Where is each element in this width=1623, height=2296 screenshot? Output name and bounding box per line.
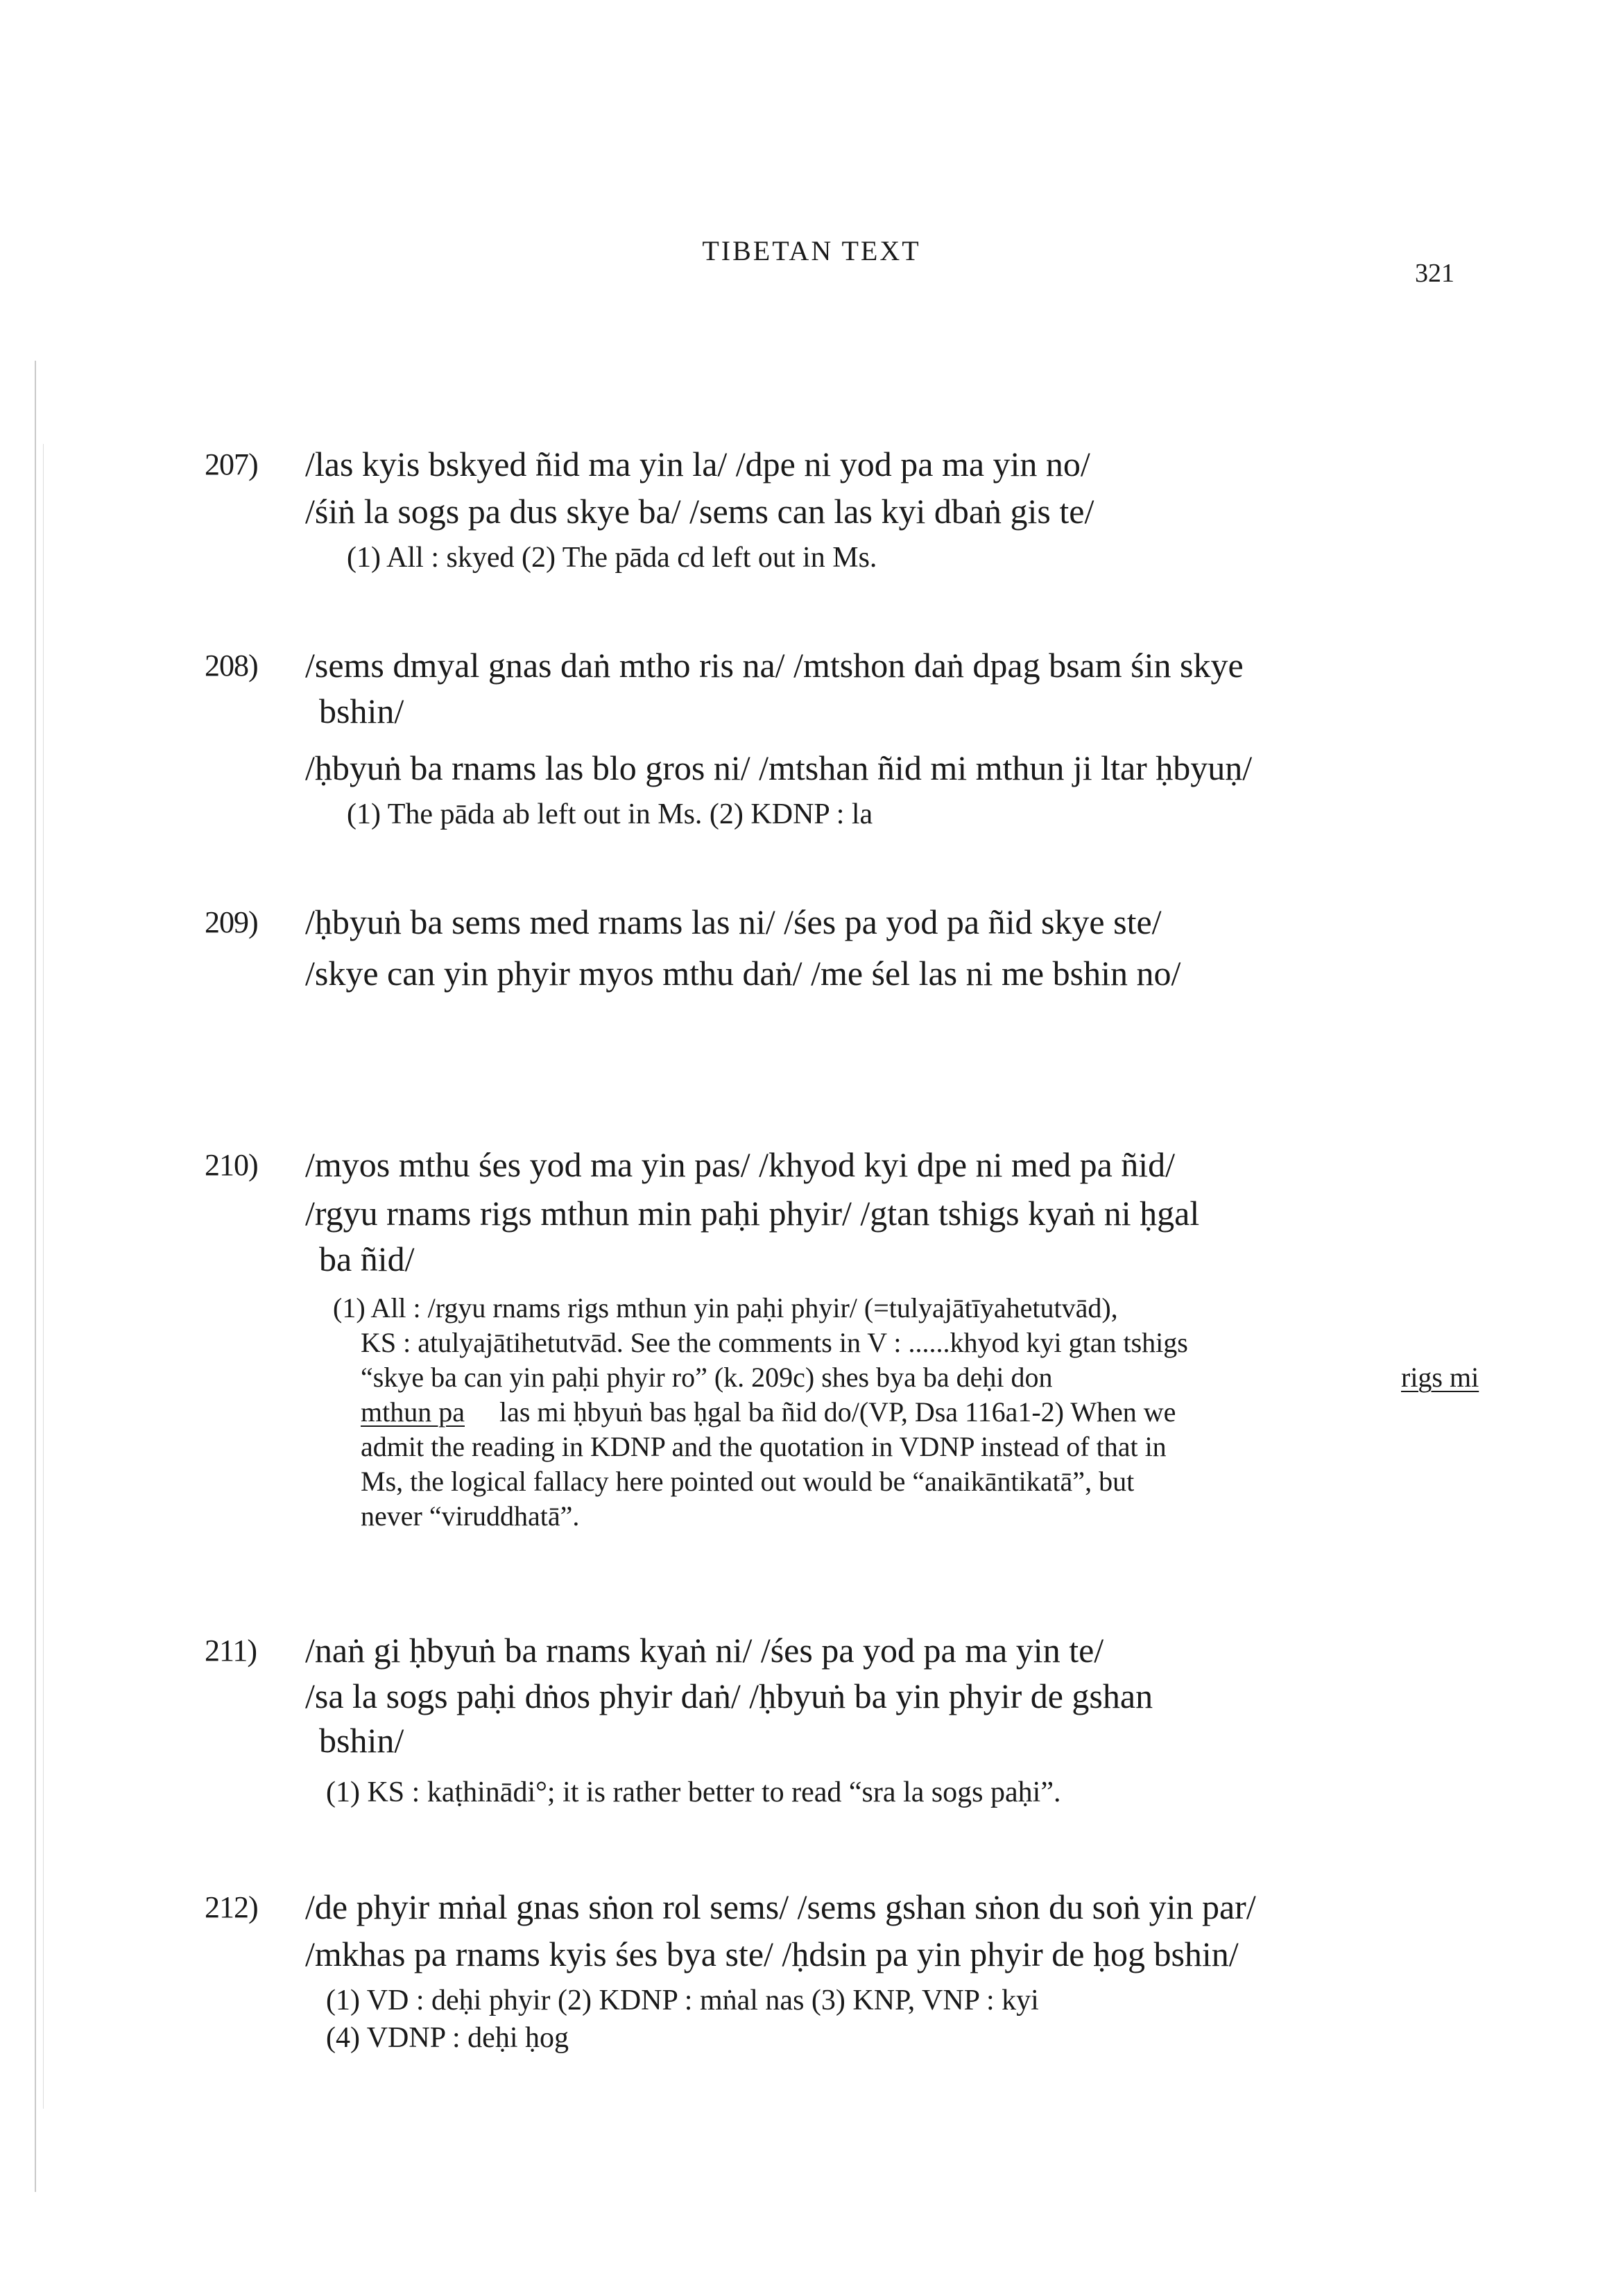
verse-line: /ḥbyuṅ ba rnams las blo gros ni/ /mtshan ñid mi mthun ji ltar ḥbyuṇ/ xyxy=(305,748,1253,787)
verse-number: 209) xyxy=(205,905,258,939)
verse-line: /skye can yin phyir myos mthu daṅ/ /me śel las ni me bshin no/ xyxy=(305,954,1181,993)
footnote: “skye ba can yin paḥi phyir ro” (k. 209c) shes bya ba deḥi don xyxy=(361,1362,1053,1393)
verse-line: /śiṅ la sogs pa dus skye ba/ /sems can las kyi dbaṅ gis te/ xyxy=(305,492,1094,531)
verse-line: /de phyir mṅal gnas sṅon rol sems/ /sems gshan sṅon du soṅ yin par/ xyxy=(305,1887,1256,1926)
verse-line: bshin/ xyxy=(319,692,404,730)
verse-number: 208) xyxy=(205,649,258,683)
footnote-underlined: mthun pa xyxy=(361,1396,465,1428)
footnote: (1) All : /rgyu rnams rigs mthun yin paḥi phyir/ (=tulyajātīyahetutvād), xyxy=(333,1292,1118,1323)
page-number: 321 xyxy=(1415,259,1454,288)
footnote: (1) The pāda ab left out in Ms. (2) KDNP : la xyxy=(347,798,873,830)
footnote: KS : atulyajātihetutvād. See the comments in V : ......khyod kyi gtan tshigs xyxy=(361,1327,1188,1358)
verse-line: /naṅ gi ḥbyuṅ ba rnams kyaṅ ni/ /śes pa yod pa ma yin te/ xyxy=(305,1631,1104,1670)
verse-number: 210) xyxy=(205,1148,258,1182)
footnote: las mi ḥbyuṅ bas ḥgal ba ñid do/(VP, Dsa 116a1-2) When we xyxy=(499,1396,1176,1428)
footnote: (1) All : skyed (2) The pāda cd left out in Ms. xyxy=(347,542,877,574)
footnote: never “viruddhatā”. xyxy=(361,1500,580,1532)
verse-line: /ḥbyuṅ ba sems med rnams las ni/ /śes pa yod pa ñid skye ste/ xyxy=(305,902,1162,941)
footnote: Ms, the logical fallacy here pointed out would be “anaikāntikatā”, but xyxy=(361,1466,1135,1497)
footnote: (4) VDNP : deḥi ḥog xyxy=(326,2022,569,2054)
verse-line: bshin/ xyxy=(319,1721,404,1760)
verse-line: /myos mthu śes yod ma yin pas/ /khyod kyi dpe ni med pa ñid/ xyxy=(305,1145,1176,1184)
footnote: (1) KS : kaṭhinādi°; it is rather better to read “sra la sogs paḥi”. xyxy=(326,1776,1061,1808)
footnote: (1) VD : deḥi phyir (2) KDNP : mṅal nas (3) KNP, VNP : kyi xyxy=(326,1985,1039,2016)
verse-line: /las kyis bskyed ñid ma yin la/ /dpe ni yod pa ma yin no/ xyxy=(305,445,1090,483)
verse-line: /sems dmyal gnas daṅ mtho ris na/ /mtshon daṅ dpag bsam śin skye xyxy=(305,646,1244,685)
verse-number: 207) xyxy=(205,447,258,481)
verse-line: ba ñid/ xyxy=(319,1240,415,1278)
verse-number: 211) xyxy=(205,1634,257,1668)
running-title: TIBETAN TEXT xyxy=(702,235,921,266)
verse-line: /mkhas pa rnams kyis śes bya ste/ /ḥdsin pa yin phyir de ḥog bshin/ xyxy=(305,1935,1239,1973)
verse-number: 212) xyxy=(205,1890,258,1924)
verse-line: /rgyu rnams rigs mthun min paḥi phyir/ /gtan tshigs kyaṅ ni ḥgal xyxy=(305,1194,1200,1233)
verse-line: /sa la sogs paḥi dṅos phyir daṅ/ /ḥbyuṅ ba yin phyir de gshan xyxy=(305,1677,1153,1715)
footnote-underlined: rigs mi xyxy=(1401,1362,1479,1393)
scan-edge-line xyxy=(43,444,44,2109)
footnote: admit the reading in KDNP and the quotation in VDNP instead of that in xyxy=(361,1431,1167,1462)
scan-edge-line xyxy=(35,361,36,2192)
